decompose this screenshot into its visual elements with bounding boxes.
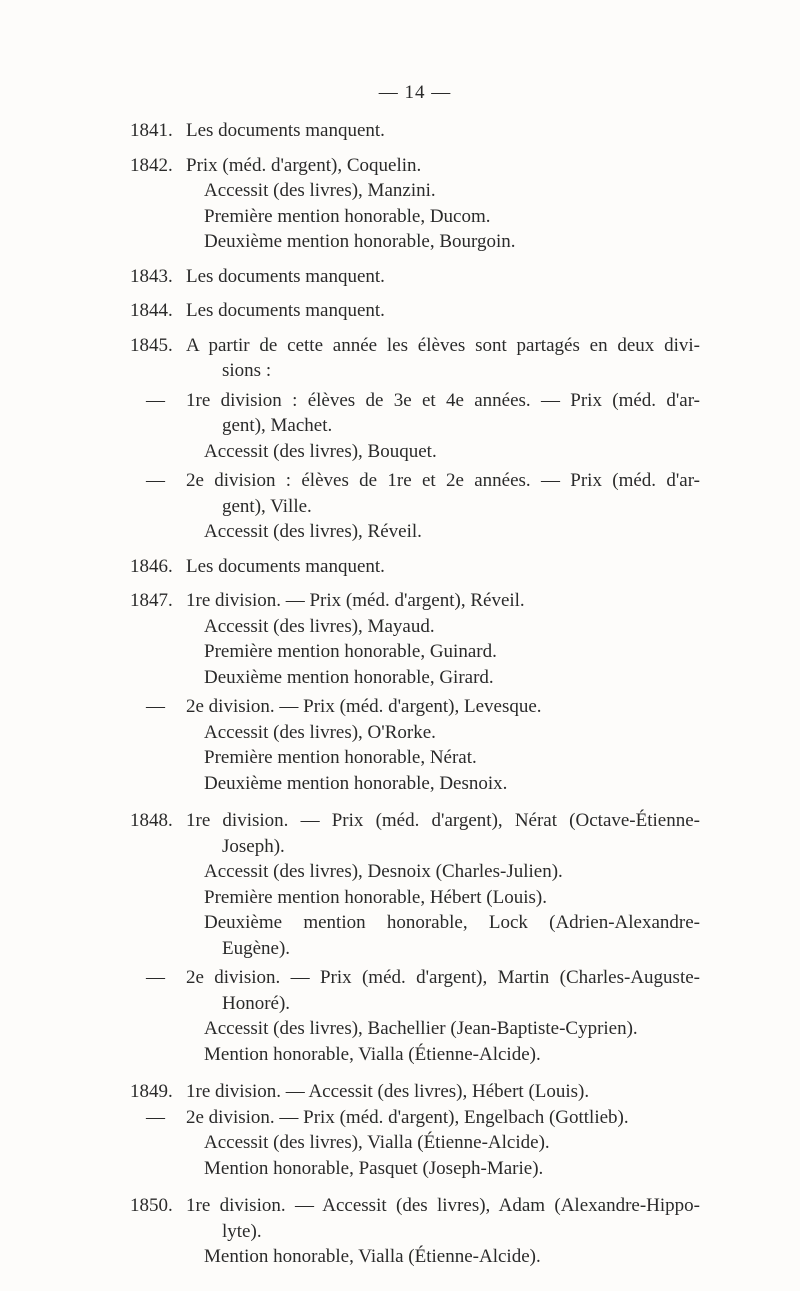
line-text: 1re division. — Accessit (des livres), Hébert (Louis). xyxy=(186,1081,590,1102)
text-line xyxy=(0,1016,800,1042)
text-line xyxy=(0,229,800,255)
line-text: Accessit (des livres), Vialla (Étienne-Alcide). xyxy=(204,1132,550,1153)
text-line xyxy=(0,694,800,720)
spacer xyxy=(0,579,800,588)
text-line xyxy=(0,118,800,144)
text-line xyxy=(0,745,800,771)
line-text: Les documents manquent. xyxy=(186,120,385,141)
line-text: 2e division. — Prix (méd. d'argent), Martin (Charles-Auguste- xyxy=(186,967,700,988)
year-label: 1842. xyxy=(130,154,173,176)
text-line xyxy=(0,808,800,834)
text-line xyxy=(0,333,800,359)
line-text: sions : xyxy=(222,360,272,381)
text-line xyxy=(0,264,800,290)
spacer xyxy=(0,255,800,264)
line-text: Accessit (des livres), Manzini. xyxy=(204,180,436,201)
text-line xyxy=(0,639,800,665)
page-number: — 14 — xyxy=(378,82,452,103)
year-label: 1844. xyxy=(130,300,173,321)
text-line xyxy=(0,204,800,230)
text-line xyxy=(0,1193,800,1219)
text-line xyxy=(0,885,800,911)
year-label: 1848. xyxy=(130,810,173,831)
text-line xyxy=(0,771,800,797)
year-label: 1847. xyxy=(130,590,173,611)
spacer xyxy=(0,144,800,153)
text-line xyxy=(0,298,800,324)
line-text: A partir de cette année les élèves sont partagés en deux divi- xyxy=(186,334,700,356)
text-line xyxy=(0,910,800,936)
line-text: 2e division. — Prix (méd. d'argent), Levesque. xyxy=(186,696,542,717)
dash-marker: — xyxy=(146,696,165,717)
line-text: Honoré). xyxy=(222,992,291,1014)
line-text: gent), Machet. xyxy=(222,415,333,436)
line-text: Accessit (des livres), Bachellier (Jean-Baptiste-Cyprien). xyxy=(204,1018,638,1039)
line-text: Accessit (des livres), Réveil. xyxy=(204,521,422,542)
year-label: 1841. xyxy=(130,120,173,141)
spacer xyxy=(0,1067,800,1079)
text-line xyxy=(0,388,800,414)
text-line xyxy=(0,413,800,439)
line-text: lyte). xyxy=(222,1220,262,1242)
text-line xyxy=(0,1079,800,1105)
dash-marker: — xyxy=(146,470,165,491)
text-line xyxy=(0,1105,800,1131)
text-line xyxy=(0,834,800,860)
line-text: Accessit (des livres), O'Rorke. xyxy=(204,721,436,743)
spacer xyxy=(0,545,800,554)
spacer xyxy=(0,324,800,333)
dash-marker: — xyxy=(146,1106,165,1128)
spacer xyxy=(0,1181,800,1193)
text-line xyxy=(0,1244,800,1270)
line-text: Joseph). xyxy=(222,835,285,857)
line-text: 2e division : élèves de 1re et 2e années. — Prix (méd. d'ar- xyxy=(186,470,700,491)
line-text: Première mention honorable, Hébert (Louis). xyxy=(204,886,547,908)
text-line xyxy=(0,936,800,962)
line-text: Première mention honorable, Nérat. xyxy=(204,747,477,768)
line-text: Deuxième mention honorable, Girard. xyxy=(204,666,494,688)
text-line xyxy=(0,991,800,1017)
text-line xyxy=(0,965,800,991)
line-text: Mention honorable, Vialla (Étienne-Alcide). xyxy=(204,1043,541,1065)
text-line xyxy=(0,1130,800,1156)
year-label: 1850. xyxy=(130,1195,173,1216)
line-text: Deuxième mention honorable, Lock (Adrien-Alexandre- xyxy=(204,912,700,933)
text-line xyxy=(0,153,800,179)
line-text: 1re division : élèves de 3e et 4e années. — Prix (méd. d'ar- xyxy=(186,389,700,411)
line-text: 2e division. — Prix (méd. d'argent), Engelbach (Gottlieb). xyxy=(186,1106,629,1128)
line-text: Deuxième mention honorable, Desnoix. xyxy=(204,772,508,794)
line-text: 1re division. — Prix (méd. d'argent), Réveil. xyxy=(186,590,525,611)
line-text: Première mention honorable, Ducom. xyxy=(204,205,491,227)
text-line xyxy=(0,1156,800,1182)
line-text: Mention honorable, Pasquet (Joseph-Marie). xyxy=(204,1157,544,1179)
line-text: gent), Ville. xyxy=(222,495,312,517)
line-text: 1re division. — Prix (méd. d'argent), Nérat (Octave-Étienne- xyxy=(186,810,700,831)
text-line xyxy=(0,494,800,520)
year-label: 1843. xyxy=(130,265,173,287)
text-line xyxy=(0,859,800,885)
text-line xyxy=(0,1042,800,1068)
line-text: Deuxième mention honorable, Bourgoin. xyxy=(204,231,516,252)
dash-marker: — xyxy=(146,967,165,988)
line-text: Accessit (des livres), Desnoix (Charles-Julien). xyxy=(204,861,563,882)
year-label: 1846. xyxy=(130,555,173,577)
text-line xyxy=(0,1219,800,1245)
line-text: Mention honorable, Vialla (Étienne-Alcide). xyxy=(204,1246,541,1267)
spacer xyxy=(0,796,800,808)
line-text: Première mention honorable, Guinard. xyxy=(204,641,497,662)
text-line xyxy=(0,178,800,204)
line-text: Accessit (des livres), Bouquet. xyxy=(204,440,437,462)
text-line xyxy=(0,554,800,580)
text-line xyxy=(0,614,800,640)
spacer xyxy=(0,289,800,298)
line-text: Les documents manquent. xyxy=(186,265,385,287)
line-text: Les documents manquent. xyxy=(186,300,385,321)
line-text: Accessit (des livres), Mayaud. xyxy=(204,615,435,637)
year-label: 1845. xyxy=(130,334,173,356)
text-line xyxy=(0,358,800,384)
line-text: Prix (méd. d'argent), Coquelin. xyxy=(186,154,422,176)
text-line xyxy=(0,588,800,614)
dash-marker: — xyxy=(146,389,165,411)
line-text: 1re division. — Accessit (des livres), Adam (Alexandre-Hippo- xyxy=(186,1195,700,1216)
text-line xyxy=(0,720,800,746)
text-line xyxy=(0,665,800,691)
prize-list xyxy=(0,118,800,1270)
year-label: 1849. xyxy=(130,1081,173,1102)
line-text: Les documents manquent. xyxy=(186,555,385,577)
text-line xyxy=(0,519,800,545)
text-line xyxy=(0,439,800,465)
text-line xyxy=(0,468,800,494)
line-text: Eugène). xyxy=(222,937,291,959)
